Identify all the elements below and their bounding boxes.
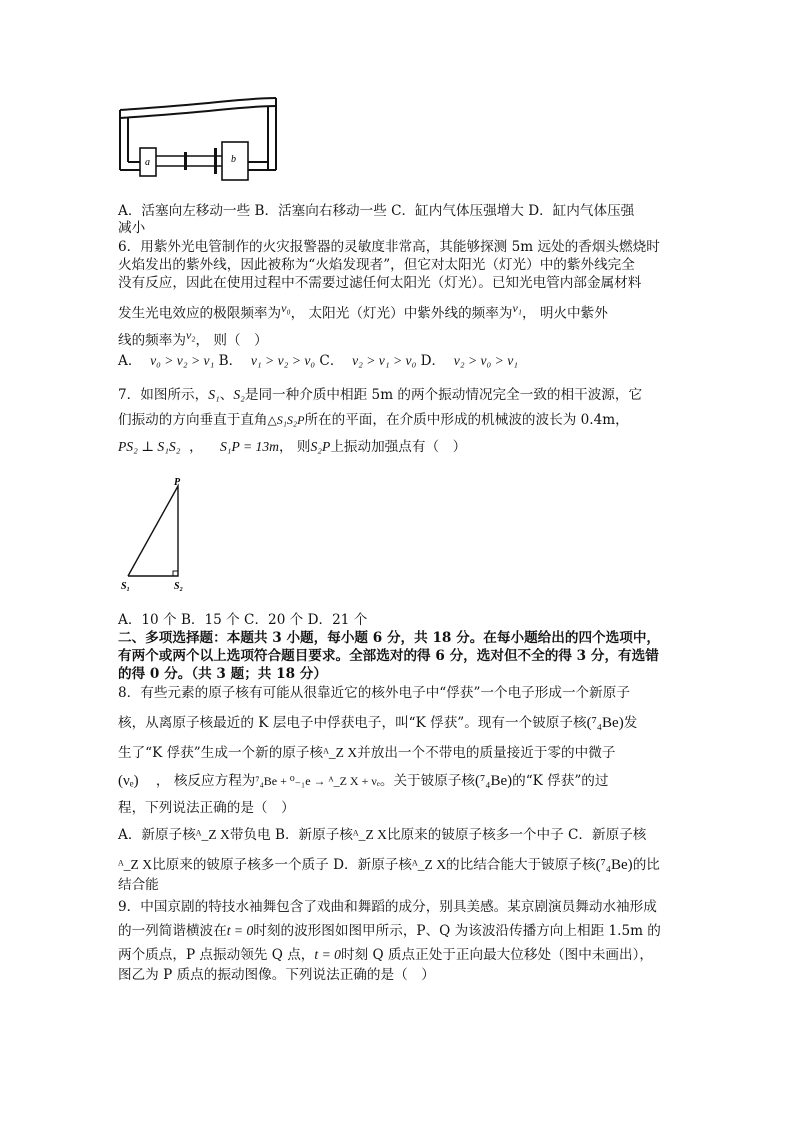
perpendicular-expr: PS₂ ⊥ S₁S₂ — [118, 439, 181, 454]
q8-line2b: 发 — [623, 715, 638, 731]
q7-line2b: 所在的平面，在介质中形成的机械波的波长为 0.4m， — [304, 412, 629, 428]
q5-options-cont: 减小 — [118, 220, 146, 236]
q8-options-2 — [118, 856, 660, 874]
q7-comma2: ， 则 — [278, 439, 311, 455]
q8-line2a: 核，从离原子核最近的 K 层电子中俘获电子，叫“K 俘获”。现有一个铍原子核 — [118, 715, 587, 731]
q8-line4b: 。关于铍原子核 — [379, 773, 476, 789]
q6-option-d-label: D． — [420, 353, 446, 369]
q6-line2: 火焰发出的紫外线，因此被称为“火焰发现者”，但它对太阳光（灯光）中的紫外线完全 — [118, 257, 635, 273]
q6-option-a-expr: ν₀ > ν₂ > ν₁ — [150, 353, 215, 368]
s1-symbol: S₁ — [208, 387, 220, 402]
q7-line3b: 上振动加强点有（ ） — [330, 439, 467, 455]
t-zero-2: t = 0 — [314, 947, 341, 962]
q9-line3b: 时刻 Q 质点正处于正向最大位移处（图中未画出）， — [340, 947, 653, 963]
q8-option-d2: 的比结合能大于铍原子核 — [446, 857, 596, 873]
triangle-label-s2: S₂ — [174, 581, 184, 592]
nu2-symbol: ν₂ — [185, 328, 196, 342]
q7-line1b: 是同一种介质中相距 5m 的两个振动情况完全一致的相干波源，它 — [244, 387, 643, 403]
q7-line1 — [118, 386, 642, 404]
q6-option-b-expr: ν₁ > ν₂ > ν₀ — [250, 353, 316, 368]
figure-label-b: b — [231, 154, 236, 165]
x-nucleus-d: ᴬ_Z X — [411, 857, 447, 872]
section2-line3: 的得 0 分。（共 3 题；共 18 分） — [118, 666, 327, 682]
t-zero: t = 0 — [226, 923, 254, 938]
be-nucleus: (⁷₄Be) — [586, 715, 624, 731]
q8-line3a: 生了“K 俘获”生成一个新的原子核 — [118, 745, 324, 761]
q6-line4 — [118, 299, 608, 323]
q8-option-c: 比原来的铍原子核多一个中子 C．新原子核 — [386, 827, 647, 843]
triangle-symbol: △S₁S₂P — [267, 413, 305, 427]
q6-option-b-label: B． — [218, 353, 243, 369]
q7-line2 — [118, 411, 629, 429]
x-nucleus: ᴬ_Z X — [323, 745, 358, 760]
section2-line2: 有两个或两个以上选项符合题目要求。全部选对的得 6 分，选对但不全的得 3 分，有选错 — [118, 648, 659, 664]
neutrino-symbol: (νₑ) — [118, 773, 139, 789]
s2-symbol: S₂ — [233, 387, 245, 402]
q6-line4b: ， 太阳光（灯光）中紫外线的频率为 — [290, 305, 513, 322]
triangle-label-p: P — [174, 477, 181, 488]
q9-line4: 图乙为 P 质点的振动图像。下列说法正确的是（ ） — [118, 967, 435, 983]
cylinder-piston-figure — [118, 96, 278, 186]
triangle-label-s1: S₁ — [121, 581, 131, 592]
x-nucleus-a: ᴬ_Z X — [195, 827, 230, 842]
q9-line2a: 的一列简谐横波在 — [118, 923, 227, 939]
q8-options-1 — [118, 826, 646, 844]
q8-options-3: 结合能 — [118, 877, 159, 893]
q7-options: A．10 个 B．15 个 C．20 个 D．21 个 — [118, 612, 368, 628]
section2-line1: 二、多项选择题：本题共 3 小题，每小题 6 分，共 18 分。在每小题给出的四个选项中， — [118, 630, 661, 646]
q9-line3 — [118, 946, 653, 964]
q7-line3 — [118, 438, 466, 456]
q8-option-b: 带负电 B．新原子核 — [229, 827, 353, 843]
q6-option-a-label: A． — [118, 353, 142, 369]
q6-option-c-expr: ν₂ > ν₁ > ν₀ — [352, 353, 417, 368]
q9-line3a: 两个质点，P 点振动领先 Q 点， — [118, 947, 315, 963]
q6-line3: 没有反应，因此在使用过程中不需要过滤任何太阳光（灯光）。已知光电管内部金属材料 — [118, 275, 642, 291]
q6-line5 — [118, 326, 268, 350]
q9-line2b: 时刻的波形图如图甲所示，P、Q 为该波沿传播方向上相距 1.5m 的 — [253, 923, 661, 939]
q7-line1a: 7．如图所示， — [118, 387, 209, 403]
q9-line2 — [118, 922, 661, 940]
nu0-symbol: ν₀ — [281, 301, 291, 315]
q8-line4 — [118, 772, 609, 790]
q8-line1: 8．有些元素的原子核有可能从很靠近它的核外电子中“俘获”一个电子形成一个新原子 — [118, 685, 630, 701]
q6-option-d-expr: ν₂ > ν₀ > ν₁ — [453, 353, 518, 368]
q9-line1: 9．中国京剧的特技水袖舞包含了戏曲和舞蹈的成分，别具美感。某京剧演员舞动水袖形成 — [118, 899, 657, 915]
q8-line4c: 的“K 俘获”的过 — [512, 773, 609, 789]
q8-line2 — [118, 714, 637, 732]
q6-line4c: ， 明火中紫外 — [521, 305, 608, 322]
q7-line2a: 们振动的方向垂直于直角 — [118, 412, 268, 428]
q6-line4a: 发生光电效应的极限频率为 — [118, 305, 282, 322]
q6-option-c-label: C． — [319, 353, 344, 369]
q5-options: A．活塞向左移动一些 B．活塞向右移动一些 C．缸内气体压强增大 D．缸内气体压强 — [118, 203, 635, 219]
q7-separator: 、 — [219, 387, 234, 403]
q7-comma1: ， — [189, 439, 203, 455]
be-nucleus-3: (⁷₄Be) — [595, 857, 633, 873]
q8-line5: 程，下列说法正确的是（ ） — [118, 800, 295, 816]
figure-label-a: a — [145, 157, 150, 168]
q8-line3 — [118, 744, 615, 762]
q8-option-a: A．新原子核 — [118, 827, 196, 843]
triangle-figure — [118, 476, 198, 594]
s2p-symbol: S₂P — [310, 439, 331, 454]
nu1-symbol: ν₁ — [512, 301, 522, 315]
x-nucleus-b: ᴬ_Z X — [352, 827, 387, 842]
q8-option-d: 比原来的铍原子核多一个质子 D．新原子核 — [152, 857, 412, 873]
distance-expr: S₁P = 13m — [220, 439, 279, 454]
x-nucleus-c: ᴬ_Z X — [118, 857, 153, 872]
be-nucleus-2: (⁷₄Be) — [475, 773, 513, 789]
q6-options — [118, 352, 518, 370]
q6-line5a: 线的频率为 — [118, 332, 186, 349]
q6-line1: 6．用紫外光电管制作的火灾报警器的灵敏度非常高，其能够探测 5m 远处的香烟头燃烧时 — [118, 239, 660, 255]
reaction-equation: ⁷₄Be + ⁰₋₁e → ᴬ_Z X + νₑ — [255, 774, 380, 788]
q8-option-d3: 的比 — [632, 857, 660, 873]
q8-line4a: ， 核反应方程为 — [155, 773, 256, 789]
q8-line3b: 并放出一个不带电的质量接近于零的中微子 — [357, 745, 616, 761]
q6-line5b: ， 则（ ） — [195, 332, 268, 349]
